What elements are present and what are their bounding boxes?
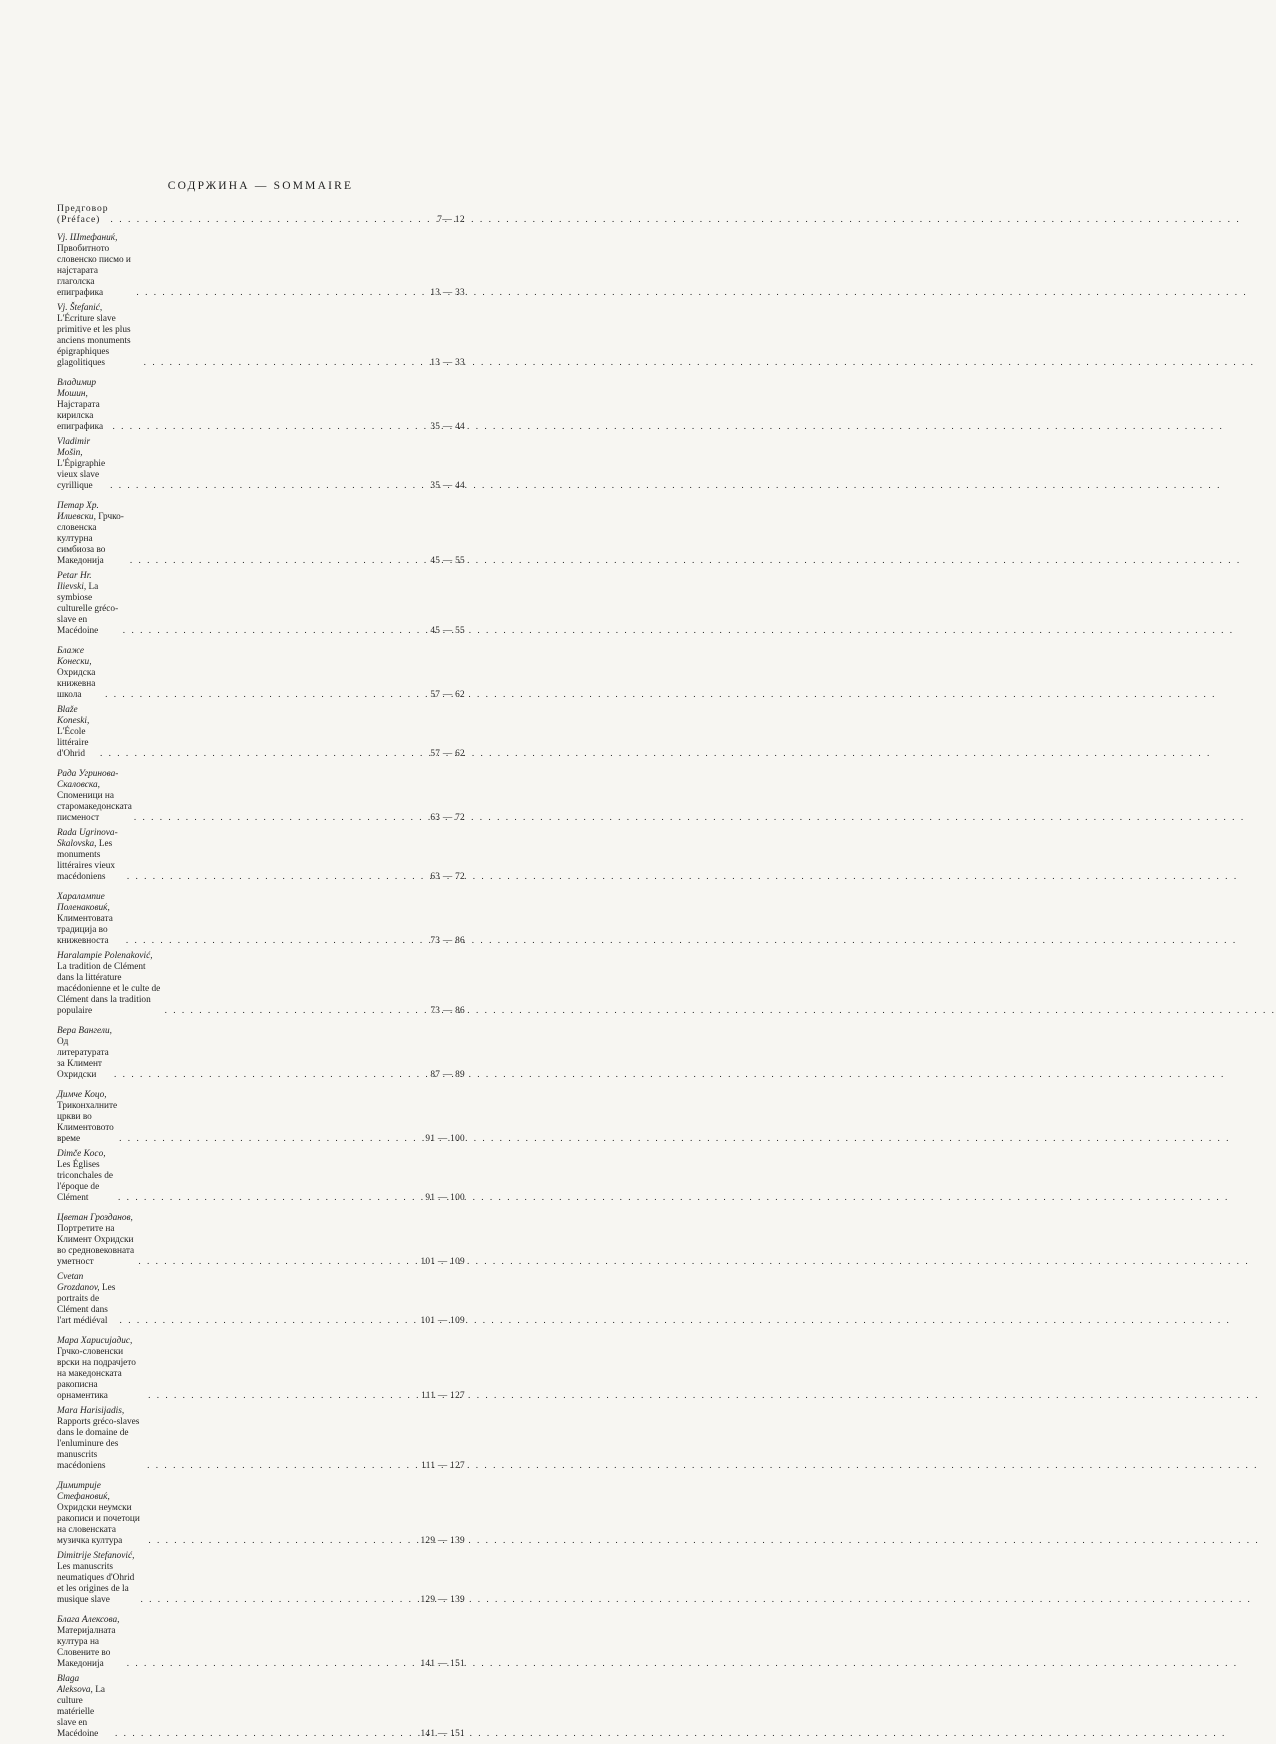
entry-title: Rapports gréco-slaves dans le domaine de l'enluminure des manuscrits macédoniens bbox=[57, 1417, 140, 1471]
entry-author: Vj. Štefanić, bbox=[57, 303, 103, 313]
toc-entry bbox=[57, 769, 465, 824]
entry-title: Les monuments littéraires vieux macédoniens bbox=[57, 839, 116, 882]
toc-entry bbox=[57, 501, 465, 567]
entry-pages: 111 — 127 bbox=[421, 1461, 465, 1471]
toc-entry bbox=[57, 828, 465, 883]
entry-title: Споменици на старомакедонската писменост bbox=[57, 791, 132, 823]
leader-dots bbox=[119, 1134, 403, 1145]
entry-title: Од литературата за Климент Охридски bbox=[57, 1037, 109, 1080]
toc-entry bbox=[57, 233, 465, 299]
leader-dots bbox=[110, 214, 403, 225]
entry-author: Vladimir Mošin, bbox=[57, 437, 91, 458]
page-title: СОДРЖИНА — SOMMAIRE bbox=[167, 180, 354, 192]
entry-pages: 57 — 62 bbox=[430, 690, 465, 700]
leader-dots bbox=[148, 1536, 403, 1547]
toc-entry bbox=[57, 646, 465, 701]
entry-pages: 45 — 55 bbox=[430, 626, 465, 636]
entry-author: Blaže Koneski, bbox=[57, 705, 90, 726]
leader-dots bbox=[165, 1006, 403, 1017]
entry-pages: 101 — 109 bbox=[420, 1257, 465, 1267]
entry-author: Димитрије Стефановиќ, bbox=[57, 1481, 110, 1502]
entry-author: Dimitrije Stefanović, bbox=[57, 1551, 135, 1561]
entry-pages: 87 — 89 bbox=[430, 1070, 465, 1080]
leader-dots bbox=[126, 936, 403, 947]
entry-pages: 101 — 109 bbox=[420, 1316, 465, 1326]
entry-pages: 13 — 33 bbox=[430, 358, 465, 368]
entry-author: Цветан Грозданов, bbox=[57, 1213, 133, 1223]
leader-dots bbox=[144, 358, 403, 369]
leader-dots bbox=[105, 690, 403, 701]
toc-entry bbox=[57, 303, 465, 369]
entry-title: Најстарата кирилска епиграфика bbox=[57, 400, 104, 432]
toc-entry bbox=[57, 1481, 465, 1547]
leader-dots bbox=[127, 872, 403, 883]
toc-entry bbox=[57, 892, 465, 947]
entry-title: Предговор (Préface) bbox=[57, 203, 109, 225]
leader-dots bbox=[147, 1461, 403, 1472]
entry-pages: 57 — 62 bbox=[430, 749, 465, 759]
leader-dots bbox=[114, 1070, 403, 1081]
entry-pages: 63 — 72 bbox=[430, 813, 465, 823]
entry-pages: 63 — 72 bbox=[430, 872, 465, 882]
entry-author: Dimče Koco, bbox=[57, 1149, 106, 1159]
leader-dots bbox=[118, 1193, 403, 1204]
entry-author: Благa Алексова, bbox=[57, 1615, 120, 1625]
entry-title: Климентовата традиција во книжевноста bbox=[57, 914, 113, 946]
toc-entry-preface bbox=[57, 203, 465, 225]
entry-pages: 91 — 100 bbox=[425, 1134, 465, 1144]
entry-pages: 73 — 86 bbox=[430, 936, 465, 946]
entry-author: Мара Харисијадис, bbox=[57, 1336, 133, 1346]
entry-author: Димче Коцо, bbox=[57, 1090, 107, 1100]
leader-dots bbox=[120, 1316, 403, 1327]
entry-author: Блаже Конески, bbox=[57, 646, 92, 667]
entry-author: Vj. Штефаниќ, bbox=[57, 233, 118, 243]
toc-entry bbox=[57, 378, 465, 433]
toc-entry bbox=[57, 1615, 465, 1670]
entry-author: Харалампие Поленаковиќ, bbox=[57, 892, 110, 913]
entry-author: Petar Hr. Ilievski, bbox=[57, 571, 92, 592]
toc-entry bbox=[57, 1026, 465, 1081]
leader-dots bbox=[127, 1659, 403, 1670]
leader-dots bbox=[115, 1729, 403, 1740]
toc-entry bbox=[57, 1149, 465, 1204]
toc-entry bbox=[57, 1551, 465, 1606]
entry-pages: 13 — 33 bbox=[430, 288, 465, 298]
entry-title: L'Épigraphie vieux slave cyrillique bbox=[57, 459, 106, 491]
entry-author: Петар Хр. Илиевски, bbox=[57, 501, 99, 522]
entry-title: La tradition de Clément dans la littérature macédonienne et le culte de Clément dans la tradition populaire bbox=[57, 962, 161, 1016]
entry-pages: 111 — 127 bbox=[421, 1391, 465, 1401]
entry-author: Mara Harisijadis, bbox=[57, 1406, 125, 1416]
leader-dots bbox=[112, 422, 403, 433]
leader-dots bbox=[136, 288, 403, 299]
leader-dots bbox=[130, 556, 403, 567]
entry-pages: 141 — 151 bbox=[420, 1729, 465, 1739]
entry-title: Материјалната култура на Словените во Македонија bbox=[57, 1626, 116, 1669]
entry-author: Вера Вангели, bbox=[57, 1026, 112, 1036]
entry-title: Les Églises triconchales de l'époque de Clément bbox=[57, 1160, 114, 1203]
entry-pages: 129 — 139 bbox=[420, 1595, 465, 1605]
leader-dots bbox=[110, 481, 403, 492]
leader-dots bbox=[123, 626, 403, 637]
entry-title: Les portraits de Clément dans l'art médiéval bbox=[57, 1283, 116, 1326]
entry-author: Cvetan Grozdanov, bbox=[57, 1272, 100, 1293]
entry-title: La culture matérielle slave en Macédoine bbox=[57, 1685, 106, 1739]
toc-entry bbox=[57, 437, 465, 492]
entry-author: Rada Ugrinova-Skalovska, bbox=[57, 828, 118, 849]
table-of-contents bbox=[57, 203, 465, 1744]
entry-title: Портретите на Климент Охридски во средновековната уметност bbox=[57, 1224, 135, 1267]
leader-dots bbox=[148, 1391, 403, 1402]
entry-author: Владимир Мошин, bbox=[57, 378, 97, 399]
toc-entry bbox=[57, 1336, 465, 1402]
entry-pages: 73 — 86 bbox=[430, 1006, 465, 1016]
entry-pages: 91 — 100 bbox=[425, 1193, 465, 1203]
toc-entry bbox=[57, 571, 465, 637]
entry-author: Haralampie Polenaković, bbox=[57, 951, 153, 961]
entry-title: Првобитното словенско писмо и најстарата глаголска епиграфика bbox=[57, 244, 131, 298]
toc-entry bbox=[57, 1272, 465, 1327]
entry-title: Охридска книжевна школа bbox=[57, 668, 96, 700]
entry-author: Рада Угринова-Скаловска, bbox=[57, 769, 119, 790]
entry-title: L'Écriture slave primitive et les plus anciens monuments épigraphiques glagolitiques bbox=[57, 314, 131, 368]
entry-pages: 35 — 44 bbox=[430, 481, 465, 491]
toc-entry bbox=[57, 1090, 465, 1145]
entry-author: Blaga Aleksova, bbox=[57, 1674, 93, 1695]
toc-entry bbox=[57, 951, 465, 1017]
entry-pages: 35 — 44 bbox=[430, 422, 465, 432]
leader-dots bbox=[100, 749, 403, 760]
entry-title: Триконхалните цркви во Климентовото време bbox=[57, 1101, 118, 1144]
entry-title: Грчко-словенски врски на подрачјето на македонската ракописна орнаментика bbox=[57, 1347, 136, 1401]
leader-dots bbox=[134, 813, 403, 824]
entry-title: Охридски неумски ракописи и почетоци на словенската музичка култура bbox=[57, 1503, 140, 1546]
entry-pages: 129 — 139 bbox=[420, 1536, 465, 1546]
entry-pages: 45 — 55 bbox=[430, 556, 465, 566]
entry-pages: 7— 12 bbox=[437, 214, 465, 225]
entry-title: Грчко-словенска културна симбиоза во Македонија bbox=[57, 512, 124, 566]
toc-entry bbox=[57, 705, 465, 760]
toc-entry bbox=[57, 1213, 465, 1268]
leader-dots bbox=[138, 1257, 403, 1268]
toc-entry bbox=[57, 1674, 465, 1740]
leader-dots bbox=[140, 1595, 403, 1606]
entry-title: Les manuscrits neumatiques d'Ohrid et les origines de la musique slave bbox=[57, 1562, 135, 1605]
toc-entry bbox=[57, 1406, 465, 1472]
entry-title: La symbiose culturelle gréco-slave en Macédoine bbox=[57, 582, 119, 636]
entry-pages: 141 — 151 bbox=[420, 1659, 465, 1669]
entry-title: L'École littéraire d'Ohrid bbox=[57, 727, 89, 759]
